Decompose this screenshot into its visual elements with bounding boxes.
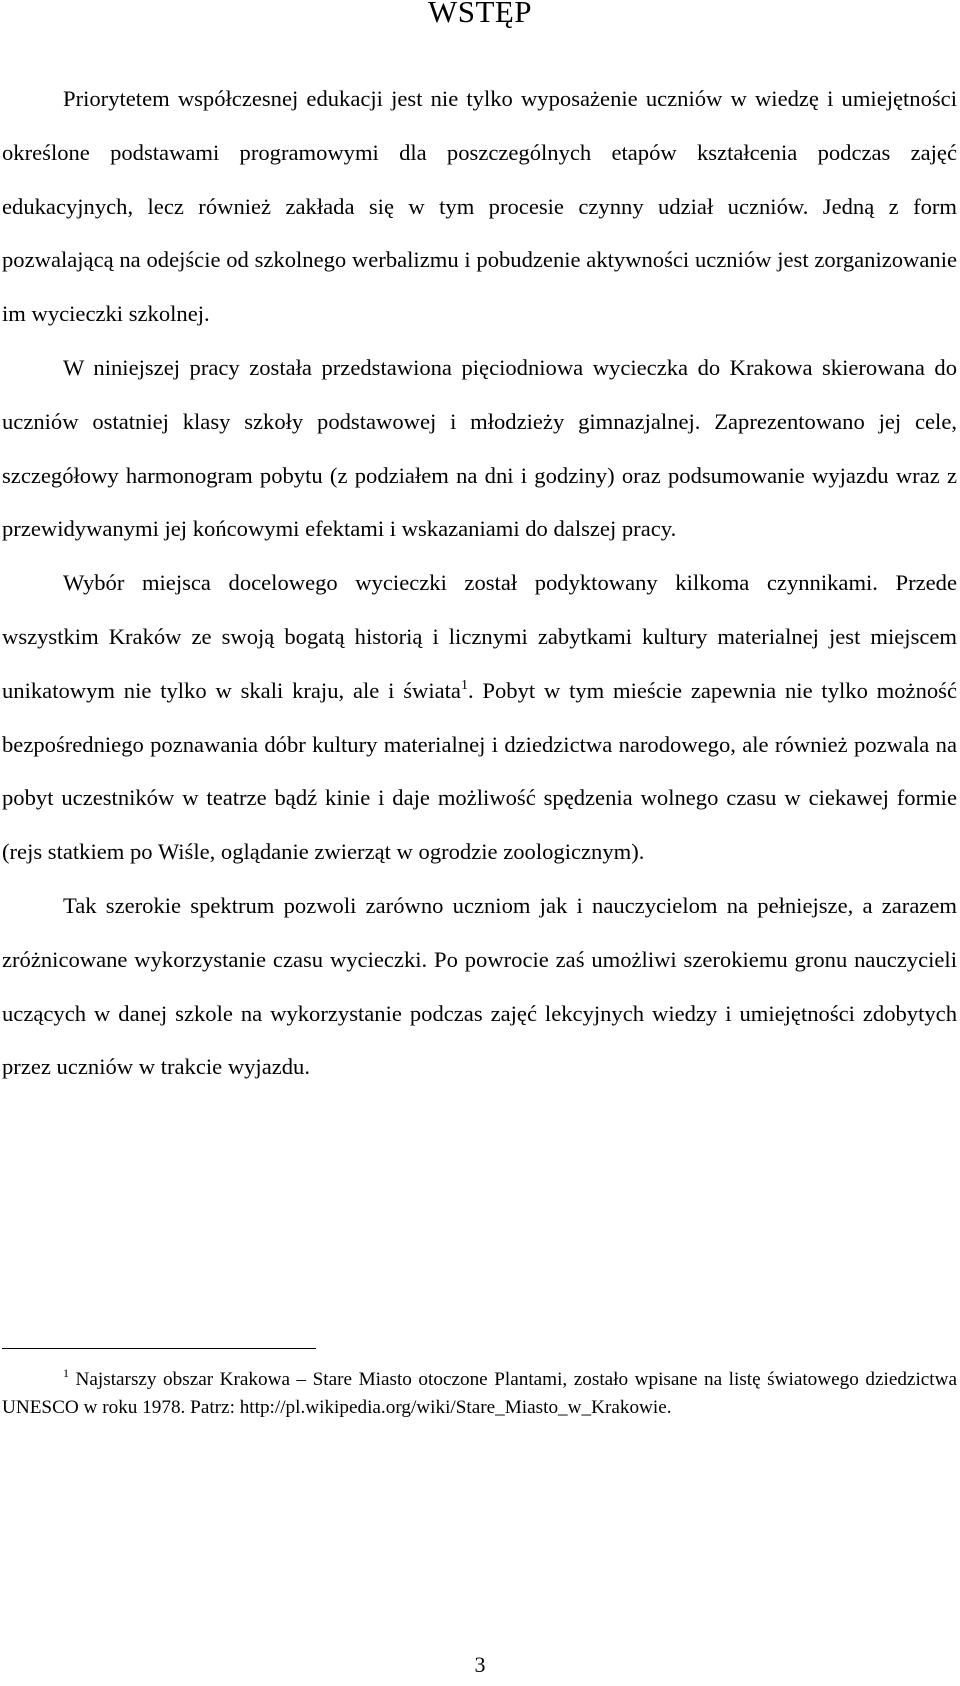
page-title: WSTĘP (427, 0, 533, 29)
page-number: 3 (474, 1652, 486, 1677)
paragraph-4: Tak szerokie spektrum pozwoli zarówno uczniom jak i nauczycielom na pełniejsze, a zarazem zróżnicowane wykorzystanie czasu wycieczki. Po powrocie zaś umożliwi szerokiemu gronu nauczycieli uczących w danej szkole na wykorzystanie podczas zajęć lekcyjnych wiedzy i umiejętności zdobytych przez uczniów w trakcie wyjazdu. (2, 892, 957, 1080)
footnote-marker: 1 (63, 1366, 69, 1380)
paragraph-2: W niniejszej pracy została przedstawiona pięciodniowa wycieczka do Krakowa skierowana do uczniów ostatniej klasy szkoły podstawowej i młodzieży gimnazjalnej. Zaprezentowano jej cele, szczegółowy harmonogram pobytu (z podziałem na dni i godziny) oraz podsumowanie wyjazdu wraz z przewidywanymi jej końcowymi efektami i wskazaniami do dalszej pracy. (2, 354, 957, 542)
footnote-separator (2, 1348, 316, 1349)
paragraph-3-text-after: . Pobyt w tym mieście zapewnia nie tylko możność bezpośredniego poznawania dóbr kultury materialnej i dziedzictwa narodowego, ale również pozwala na pobyt uczestników w teatrze bądź kinie i daje możliwość spędzenia wolnego czasu w ciekawej formie (rejs statkiem po Wiśle, oglądanie zwierząt w ogrodzie zoologicznym). (2, 677, 957, 865)
footnote-text: Najstarszy obszar Krakowa – Stare Miasto otoczone Plantami, zostało wpisane na listę światowego dziedzictwa UNESCO w roku 1978. Patrz: http://pl.wikipedia.org/wiki/Stare_Miasto_w_Krakowie. (2, 1369, 957, 1418)
footnote (2, 1366, 957, 1421)
paragraph-1: Priorytetem współczesnej edukacji jest nie tylko wyposażenie uczniów w wiedzę i umiejętności określone podstawami programowymi dla poszczególnych etapów kształcenia podczas zajęć edukacyjnych, lecz również zakłada się w tym procesie czynny udział uczniów. Jedną z form pozwalającą na odejście od szkolnego werbalizmu i pobudzenie aktywności uczniów jest zorganizowanie im wycieczki szkolnej. (2, 86, 957, 327)
body-text (2, 72, 957, 1094)
paragraph-3-text-before: Wybór miejsca docelowego wycieczki został podyktowany kilkoma czynnikami. Przede wszystkim Kraków ze swoją bogatą historią i licznymi zabytkami kultury materialnej jest miejscem unikatowym nie tylko w skali kraju, ale i świata (2, 570, 957, 703)
paragraph-3 (2, 556, 957, 879)
footnote-reference[interactable]: 1 (460, 677, 468, 693)
